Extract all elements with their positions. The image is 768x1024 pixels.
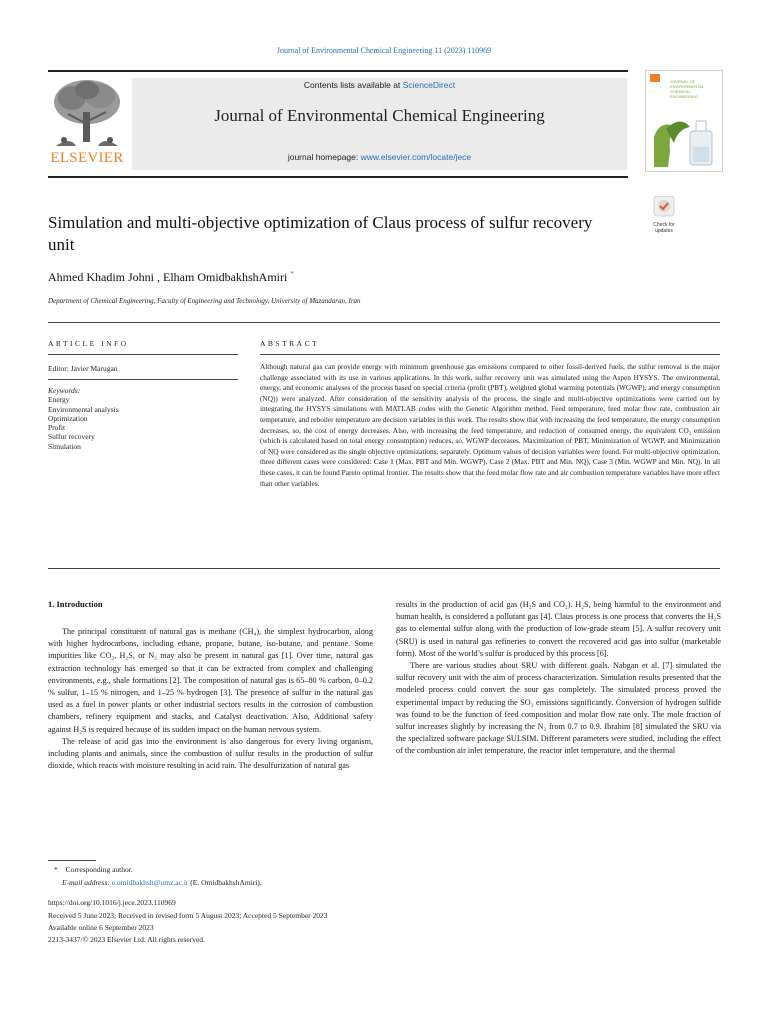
keyword-item: Environmental analysis	[48, 404, 119, 414]
author-name[interactable]: Ahmed Khadim Johni	[48, 270, 154, 284]
header-bottom-rule	[48, 176, 628, 178]
header-top-rule	[48, 70, 628, 72]
publisher-logo-text: ELSEVIER	[50, 150, 124, 166]
info-top-rule	[48, 322, 720, 323]
email-footnote	[62, 878, 262, 888]
abstract-bottom-rule	[48, 568, 720, 569]
keyword-item: Sulfur recovery	[48, 432, 95, 442]
journal-cover-thumbnail[interactable]	[645, 70, 723, 172]
email-link[interactable]: e.omidbakhsh@umz.ac.ir	[111, 878, 189, 887]
cover-text-line: ENGINEERING	[670, 94, 699, 99]
history-line: Received 5 June 2023; Received in revised form 5 August 2023; Accepted 5 September 2023	[48, 911, 328, 920]
author-name[interactable]: Elham OmidbakhshAmiri	[163, 270, 288, 284]
email-suffix: (E. OmidbakhshAmiri).	[188, 878, 262, 887]
editor-line: Editor: Javier Marugan	[48, 364, 118, 373]
journal-title: Journal of Environmental Chemical Engineering	[214, 106, 545, 125]
elsevier-tree-logo	[50, 76, 124, 152]
intro-paragraph: There are various studies about SRU with different goals. Nabgan et al. [7] simulated the sulfur recovery unit with the aim of process characterization. Simulation results presented that the modeled process could convert the sour gas completely. The simulated process proved the experimental impact by reducing the SO₂ emissions significantly. Conversion of hydrogen sulfide was found to be the function of feed composition and molar flow rate only. The mole fraction of sulfur increases slightly by increasing the N₂ from 0.7 to 0.9. Ibrahim [8] simulated the SRU via the specialized software package SULSIM. Different parameters were studied, including the effect of the combustion air inlet temperature, the reactor inlet temperature, and the thermal	[396, 661, 721, 756]
paper-title: Simulation and multi-objective optimization of Claus process of sulfur recovery unit	[48, 213, 593, 254]
check-updates-label: Check for updates	[653, 222, 675, 234]
affiliation: Department of Chemical Engineering, Faculty of Engineering and Technology, University of Mazandaran, Iran	[48, 297, 361, 305]
keyword-item: Simulation	[48, 441, 81, 451]
section-heading-introduction: 1. Introduction	[48, 599, 103, 609]
corresponding-author-label: Corresponding author.	[65, 865, 133, 874]
contents-line	[132, 80, 627, 90]
check-updates-icon	[648, 196, 680, 218]
keywords-block	[48, 386, 238, 451]
intro-left-column	[48, 626, 373, 772]
email-label: E-mail address:	[62, 878, 112, 887]
copyright-line: 2213-3437/© 2023 Elsevier Ltd. All rights reserved.	[48, 935, 205, 944]
intro-paragraph: results in the production of acid gas (H₂S and CO₂). H₂S, being harmful to the environment and human health, is considered a pollutant gas [4]. Claus process is one process that converts the H₂S gas to elemental sulfur along with the production of low-grade steam [5]. A sulfur recovery unit (SRU) is used in natural gas refineries to convert the recovered acid gas into sulfur (marketable form). Most of the world’s sulfur is produced by this process [6].	[396, 600, 721, 658]
cover-text-line: ENVIRONMENTAL	[670, 84, 705, 89]
homepage-link[interactable]: www.elsevier.com/locate/jece	[360, 152, 472, 162]
check-for-updates-badge[interactable]	[648, 196, 680, 234]
homepage-prefix: journal homepage:	[287, 152, 361, 162]
corresponding-footnote	[48, 865, 133, 875]
article-info-rule	[48, 354, 238, 355]
abstract-text: Although natural gas can provide energy with minimum greenhouse gas emissions compared to other fossil-derived fuels, the sulfur removal is the major challenge associated with its use in various applications. In this work, sulfur recovery unit was simulated using the Aspen HYSYS. The environmental, energy, and economic analyses of the process based on special criteria (profit (PBT), weighted global warming potentials (WGWP), and energy consumption (NQ)) were analyzed. After consideration of the sensitivity analysis of the process, the single and multi-objective optimizations were carried out by integrating the HYSYS simulations with MATLAB codes with the Genetic Algorithm method. Feed temperature, feed molar flow rate, combustion air temperature, and reboiler temperature are decision variables in this work. The results show that with increasing the feed temperature, the energy consumption decreases, so, the cost of energy decreases. Also, with increasing the feed temperature, and reduction of consumed energy, the equivalent CO₂ emission (which is calculated based on total energy consumption) reduces, so, WGWP decreases. Maximization of PBT, Minimization of WGWP, and Minimization of NQ were considered as the single objective optimizations, separately. Optimum values of decision variables were found. For multi-objective optimization, three different cases were considered: Case 1 (Max. PBT and Min. WGWP), Case 2 (Max. PBT and Min. NQ), Case 3 (Min. WGWP and Min. NQ). In all these cases, it can be found Pareto optimal frontier. The results show that the feed molar flow rate and air combustion temperature variables have more effect than other variables.	[260, 362, 720, 488]
keyword-item: Energy	[48, 395, 70, 405]
intro-right-column	[396, 599, 721, 758]
cover-text-line: CHEMICAL	[670, 89, 691, 94]
homepage-line	[132, 152, 627, 162]
abstract-rule	[260, 354, 720, 355]
keyword-item: Profit	[48, 423, 66, 433]
intro-paragraph: The release of acid gas into the environment is also dangerous for every living organism, including plants and animals, since the combustion of sulfur results in the production of sulfur dioxide, which reacts with moisture resulting in acid rain. The desulfurization of natural gas	[48, 736, 373, 771]
cover-text-line: JOURNAL OF	[670, 79, 696, 84]
available-line: Available online 6 September 2023	[48, 923, 154, 932]
article-info-heading: ARTICLE INFO	[48, 339, 129, 348]
editor-rule	[48, 379, 238, 380]
cover-illustration	[646, 107, 722, 171]
abstract-heading: ABSTRACT	[260, 339, 320, 348]
footnote-rule	[48, 860, 96, 861]
contents-prefix: Contents lists available at	[303, 80, 403, 90]
intro-paragraph: The principal constituent of natural gas is methane (CH₄), the simplest hydrocarbon, along with higher hydrocarbons, including ethane, propane, butane, iso-butane, and pentane. Some impurities like CO₂, H₂S, or N₂ may also be present in natural gas [1]. Over time, natural gas extraction technology has emerged so that it can be extracted from complex and challenging environments, e.g., shale formations [2]. The composition of natural gas is 65–80 % carbon, 0–0.2 % sulfur, 1–15 % nitrogen, and 1–25 % hydrogen [3]. The presence of sulfur in the natural gas used as a fuel in power plants or other industrial sectors results in the corrosion of combustion chambers, refinery equipment and stacks, and Catalyst deactivation. Also, Additional safety against H₂S is required because of its sudden impact on the human nervous system.	[48, 627, 373, 734]
cover-publisher-mark	[650, 74, 660, 82]
sciencedirect-link[interactable]: ScienceDirect	[402, 80, 456, 90]
running-head[interactable]: Journal of Environmental Chemical Engineering 11 (2023) 110969	[276, 46, 492, 55]
author-separator: ,	[154, 270, 163, 284]
corresponding-marker[interactable]: *	[290, 270, 294, 278]
keywords-label: Keywords:	[48, 386, 81, 395]
author-list	[48, 270, 294, 285]
doi-link[interactable]: https://doi.org/10.1016/j.jece.2023.110969	[48, 898, 176, 907]
footnote-marker: *	[54, 865, 58, 874]
keyword-item: Optimization	[48, 413, 88, 423]
